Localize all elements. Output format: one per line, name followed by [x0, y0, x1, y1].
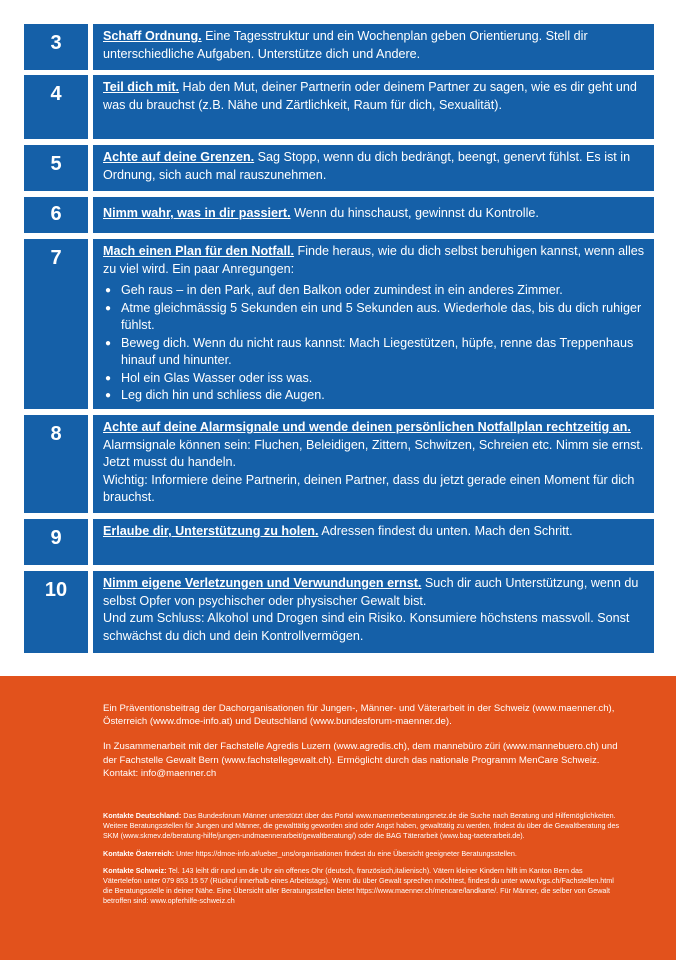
- tip-row-6: [24, 197, 654, 233]
- footer-paragraph: In Zusammenarbeit mit der Fachstelle Agredis Luzern (www.agredis.ch), dem mannebüro züri (www.mannebuero.ch) und der Fachstelle Gewalt Bern (www.fachstellegewalt.ch). Ermöglicht durch das nationale Programm MenCare Schweiz. Kontakt: info@maenner.ch: [103, 741, 618, 779]
- list-item: ● Leg dich hin und schliess die Augen.: [103, 387, 646, 405]
- list-item: ● Hol ein Glas Wasser oder iss was.: [103, 370, 646, 388]
- contacts-switzerland: Kontakte Schweiz: Tel. 143 leiht dir rund um die Uhr ein offenes Ohr (deutsch, französisch,italienisch). Vätern kleiner Kindern hilft im Kanton Bern das Vätertelefon unter 079 853 15 57 (Rückruf innerhalb eines Arbeitstags). Wenn du über Gewalt sprechen möchtest, findest du unter www.fvgs.ch/Fachstellen.html die Beratungsstelle in deiner Nähe. Eine Übersicht aller Beratungsstellen bietet https://www.maenner.ch/mencare/landkarte/. Für Männer, die selber von Gewalt betroffen sind: www.opferhilfe-schweiz.ch: [103, 865, 614, 906]
- footer-contacts: [103, 811, 623, 907]
- tip-heading: Achte auf deine Alarmsignale und wende deinen persönlichen Notfallplan rechtzeitig an.: [103, 420, 631, 434]
- tip-number: 9: [24, 519, 88, 565]
- tip-text: Nimm wahr, was in dir passiert. Wenn du hinschaust, gewinnst du Kontrolle.: [93, 197, 654, 233]
- contacts-germany: Kontakte Deutschland: Das Bundesforum Männer unterstützt über das Portal www.maennerberatungsnetz.de die Suche nach Beratung und Hilfemöglichkeiten. Weitere Beratungsstellen für Jungen und Männer, die gewalttätig geworden sind oder Angst haben, gewalttätig zu werden, findest du über die Gewaltberatung des SKM (www.skmev.de/beratung-hilfe/jungen-undmaennerarbeit/gewaltberatung/) oder die BAG Täterarbeit (www.bag-taeterarbeit.de).: [103, 811, 620, 841]
- tip-row-9: [24, 519, 654, 565]
- contacts-label: Kontakte Schweiz:: [103, 865, 167, 875]
- tip-number: 6: [24, 197, 88, 233]
- tip-text: Achte auf deine Alarmsignale und wende deinen persönlichen Notfallplan rechtzeitig an. Alarmsignale können sein: Fluchen, Beleidigen, Zittern, Schwitzen, Schreien etc. Nimm sie ernst. Jetzt musst du handeln. Wichtig: Informiere deine Partnerin, deinen Partner, dass du jetzt gerade einen Moment für dich brauchst.: [93, 415, 654, 513]
- tip-heading: Teil dich mit.: [103, 80, 180, 94]
- contacts-label: Kontakte Deutschland:: [103, 811, 182, 820]
- tip-heading: Erlaube dir, Unterstützung zu holen.: [103, 524, 319, 538]
- tip-number: 3: [24, 24, 88, 70]
- tip-text: Nimm eigene Verletzungen und Verwundungen ernst. Such dir auch Unterstützung, wenn du selbst Opfer von psychischer oder physischer Gewalt bist. Und zum Schluss: Alkohol und Drogen sind ein Risiko. Konsumiere höchstens massvoll. Sonst schwächst du dich und dein Kontrollvermögen.: [93, 571, 654, 653]
- tip-number: 8: [24, 415, 88, 513]
- list-item: ● Atme gleichmässig 5 Sekunden ein und 5 Sekunden aus. Wiederhole das, bis du dich ruhiger fühlst.: [103, 300, 646, 335]
- tip-text: Teil dich mit. Hab den Mut, deiner Partnerin oder deinem Partner zu sagen, wie es dir geht und was du brauchst (z.B. Nähe und Zärtlichkeit, Raum für dich, Sexualität).: [93, 75, 654, 139]
- footer-paragraph: Ein Präventionsbeitrag der Dachorganisationen für Jungen-, Männer- und Väterarbeit in der Schweiz (www.maenner.ch), Österreich (www.dmoe-info.at) und Deutschland (www.bundesforum-maenner.de).: [103, 703, 615, 728]
- tip-extra: Wichtig: Informiere deine Partnerin, deinen Partner, dass du jetzt gerade einen Moment für dich brauchst.: [103, 472, 635, 504]
- tip-text: Erlaube dir, Unterstützung zu holen. Adressen findest du unten. Mach den Schritt.: [93, 519, 654, 565]
- tip-heading: Mach einen Plan für den Notfall.: [103, 244, 295, 258]
- tip-row-5: [24, 145, 654, 191]
- tip-extra: Und zum Schluss: Alkohol und Drogen sind ein Risiko. Konsumiere höchstens massvoll. Sonst schwächst du dich und dein Kontrollvermögen.: [103, 611, 630, 643]
- tip-row-3: [24, 24, 654, 70]
- contacts-austria: Kontakte Österreich: Unter https://dmoe-info.at/ueber_uns/organisationen findest du eine Übersicht geeigneter Beratungsstellen.: [103, 848, 517, 858]
- bullet-list: [103, 282, 646, 405]
- tip-text: Mach einen Plan für den Notfall. Finde heraus, wie du dich selbst beruhigen kannst, wenn alles zu viel wird. Ein paar Anregungen: ● Geh raus – in den Park, auf den Balkon oder zumindest in ein anderes Zimmer. ● Atme gleichmässig 5 Sekunden ein und 5 Sekunden aus. Wiederhole das, bis du dich ruhiger fühlst. ● Beweg dich. Wenn du nicht raus kannst: Mach Liegestützen, hüpfe, renne das Treppenhaus hinauf und hinunter. ● Hol ein Glas Wasser oder iss was. ● Leg dich hin und schliess die Augen.: [93, 239, 654, 409]
- tip-heading: Nimm eigene Verletzungen und Verwundungen ernst.: [103, 576, 422, 590]
- tip-number: 7: [24, 239, 88, 409]
- tip-text: Achte auf deine Grenzen. Sag Stopp, wenn du dich bedrängt, beengt, genervt fühlst. Es ist in Ordnung, sich auch mal rauszunehmen.: [93, 145, 654, 191]
- tip-number: 10: [24, 571, 88, 653]
- footer-main: [103, 702, 623, 780]
- contacts-label: Kontakte Österreich:: [103, 848, 175, 858]
- tip-heading: Achte auf deine Grenzen.: [103, 150, 255, 164]
- tip-heading: Schaff Ordnung.: [103, 29, 202, 43]
- footer: [0, 676, 676, 960]
- tip-number: 5: [24, 145, 88, 191]
- tip-number: 4: [24, 75, 88, 139]
- tip-row-10: [24, 571, 654, 653]
- list-item: ● Beweg dich. Wenn du nicht raus kannst: Mach Liegestützen, hüpfe, renne das Treppenhaus hinauf und hinunter.: [103, 335, 646, 370]
- tip-text: Schaff Ordnung. Eine Tagesstruktur und ein Wochenplan geben Orientierung. Stell dir unterschiedliche Aufgaben. Unterstütze dich und Andere.: [93, 24, 654, 70]
- tip-heading: Nimm wahr, was in dir passiert.: [103, 206, 291, 220]
- list-item: ● Geh raus – in den Park, auf den Balkon oder zumindest in ein anderes Zimmer.: [103, 282, 646, 300]
- tip-row-8: [24, 415, 654, 513]
- tip-row-7: [24, 239, 654, 409]
- tip-row-4: [24, 75, 654, 139]
